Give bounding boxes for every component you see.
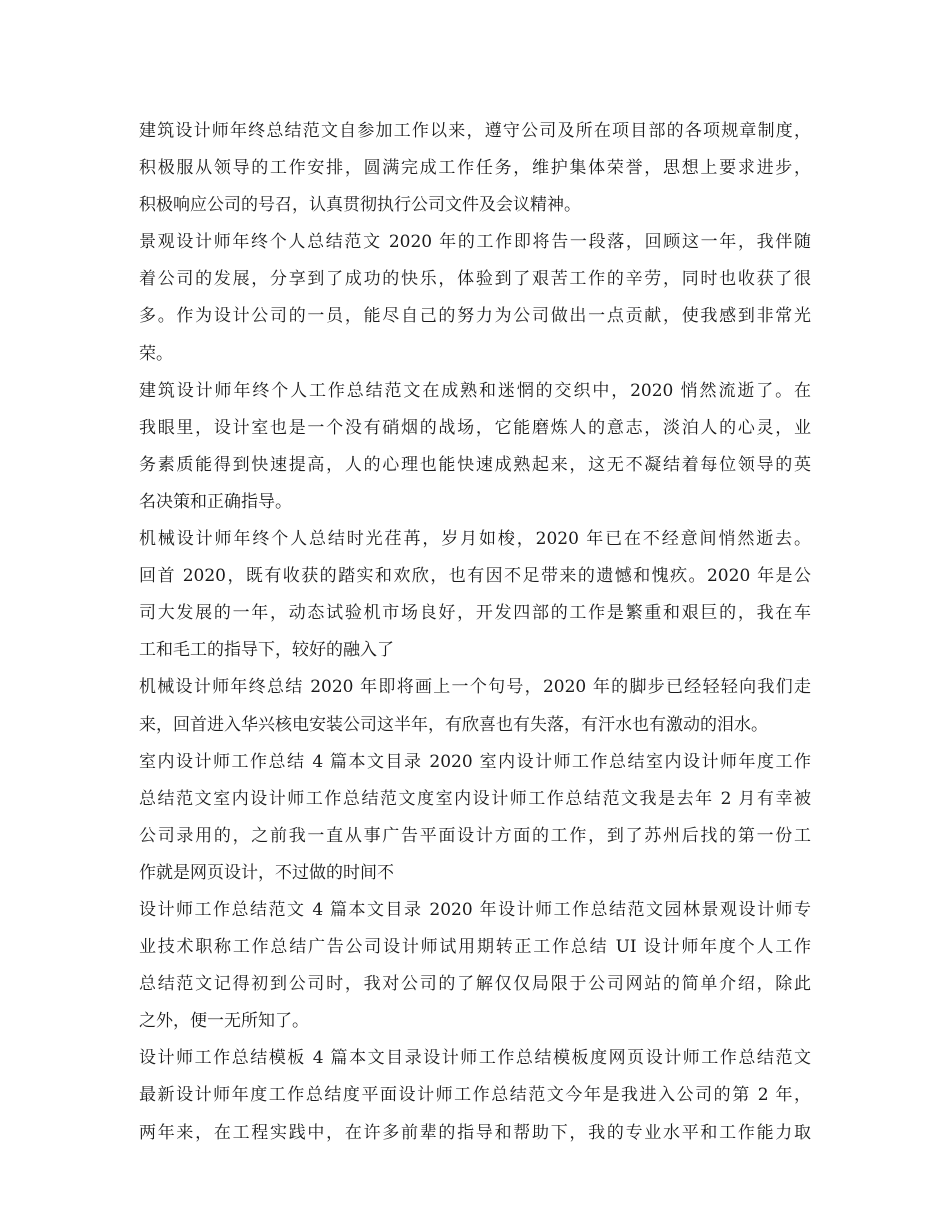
text-line: 公司录用的，之前我一直从事广告平面设计方面的工作，到了苏州后找的第一份工 (139, 825, 811, 846)
text-line: 建筑设计师年终个人工作总结范文在成熟和迷惘的交织中，2020 悄然流逝了。在 (139, 380, 811, 401)
document-body (139, 113, 811, 1152)
text-line: 司大发展的一年，动态试验机市场良好，开发四部的工作是繁重和艰巨的，我在车 (139, 603, 811, 624)
text-line: 之外，便一无所知了。 (139, 1011, 309, 1032)
text-line: 工和毛工的指导下，较好的融入了 (139, 640, 394, 661)
text-line: 积极服从领导的工作安排，圆满完成工作任务，维护集体荣誉，思想上要求进步， (139, 158, 811, 179)
text-line: 务素质能得到快速提高，人的心理也能快速成熟起来，这无不凝结着每位领导的英 (139, 454, 811, 475)
text-line: 景观设计师年终个人总结范文 2020 年的工作即将告一段落，回顾这一年，我伴随 (139, 232, 811, 253)
text-line: 总结范文记得初到公司时，我对公司的了解仅仅局限于公司网站的简单介绍，除此 (139, 974, 811, 995)
text-line: 最新设计师年度工作总结度平面设计师工作总结范文今年是我进入公司的第 2 年， (139, 1085, 811, 1106)
paragraph-landscape-summary (139, 224, 811, 372)
paragraph-mechanical-personal (139, 521, 811, 669)
text-line: 回首 2020，既有收获的踏实和欢欣，也有因不足带来的遗憾和愧疚。2020 年是公 (139, 566, 811, 587)
text-line: 总结范文室内设计师工作总结范文度室内设计师工作总结范文我是去年 2 月有幸被 (139, 788, 811, 809)
text-line: 来，回首进入华兴核电安装公司这半年，有欣喜也有失落，有汗水也有激动的泪水。 (139, 714, 768, 735)
paragraph-architect-personal (139, 373, 811, 521)
paragraph-designer-summary (139, 892, 811, 1040)
paragraph-architect-summary (139, 113, 811, 224)
text-line: 室内设计师工作总结 4 篇本文目录 2020 室内设计师工作总结室内设计师年度工作 (139, 751, 811, 772)
paragraph-mechanical-yearend (139, 669, 811, 743)
paragraph-interior-designer (139, 744, 811, 892)
text-line: 两年来，在工程实践中，在许多前辈的指导和帮助下，我的专业水平和工作能力取 (139, 1122, 811, 1143)
text-line: 业技术职称工作总结广告公司设计师试用期转正工作总结 UI 设计师年度个人工作 (139, 937, 811, 958)
text-line: 设计师工作总结模板 4 篇本文目录设计师工作总结模板度网页设计师工作总结范文 (139, 1048, 811, 1069)
text-line: 机械设计师年终总结 2020 年即将画上一个句号，2020 年的脚步已经轻轻向我们走 (139, 677, 811, 698)
text-line: 机械设计师年终个人总结时光荏苒，岁月如梭，2020 年已在不经意间悄然逝去。 (139, 529, 811, 550)
text-line: 多。作为设计公司的一员，能尽自己的努力为公司做出一点贡献，使我感到非常光 (139, 306, 811, 327)
text-line: 作就是网页设计，不过做的时间不 (139, 862, 394, 883)
text-line: 我眼里，设计室也是一个没有硝烟的战场，它能磨炼人的意志，淡泊人的心灵，业 (139, 417, 811, 438)
text-line: 名决策和正确指导。 (139, 491, 292, 512)
text-line: 设计师工作总结范文 4 篇本文目录 2020 年设计师工作总结范文园林景观设计师专 (139, 899, 811, 920)
text-line: 建筑设计师年终总结范文自参加工作以来，遵守公司及所在项目部的各项规章制度， (139, 121, 811, 141)
text-line: 荣。 (139, 343, 173, 364)
paragraph-designer-template (139, 1040, 811, 1151)
text-line: 积极响应公司的号召，认真贯彻执行公司文件及会议精神。 (139, 195, 581, 216)
text-line: 着公司的发展，分享到了成功的快乐，体验到了艰苦工作的辛劳，同时也收获了很 (139, 269, 811, 290)
